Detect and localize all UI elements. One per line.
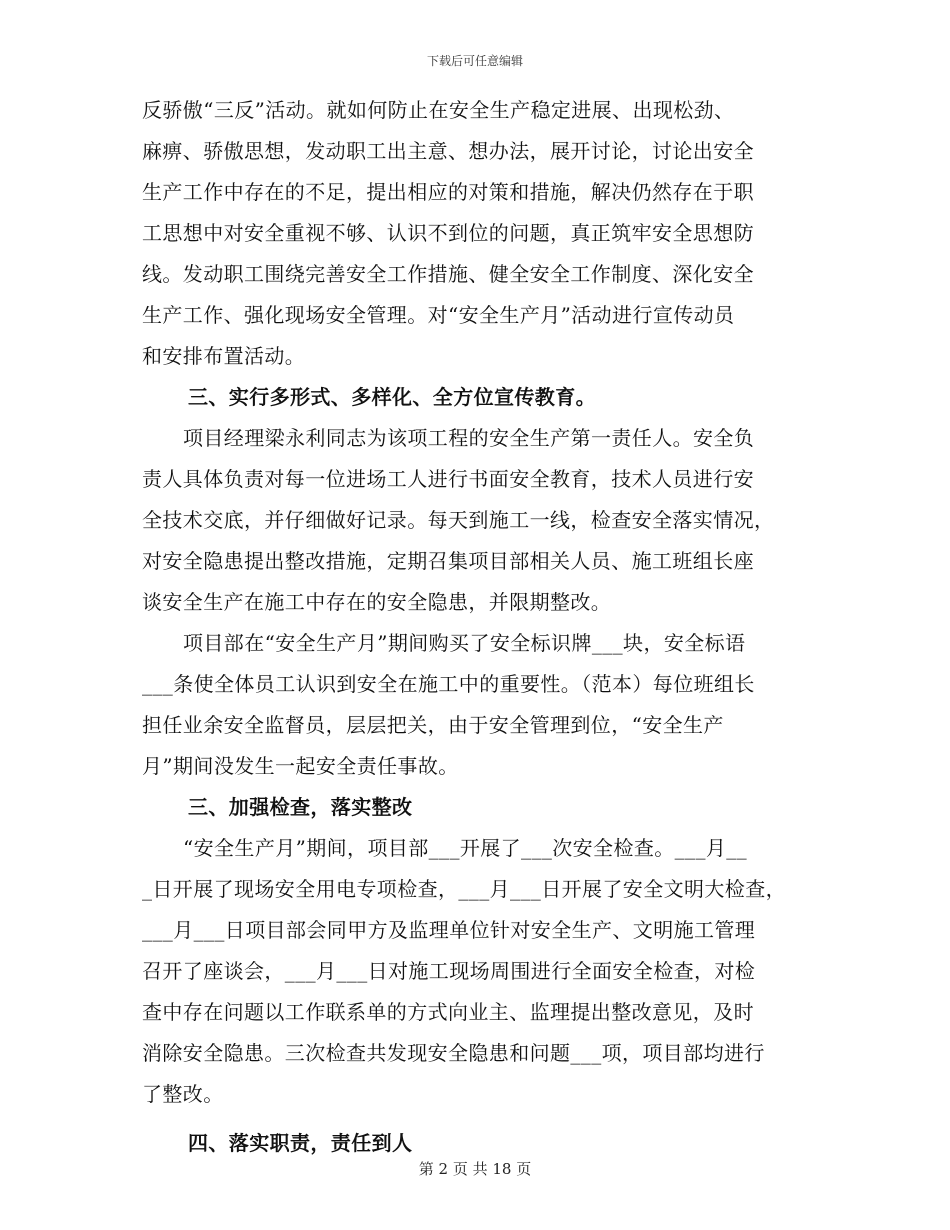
text-line: 对安全隐患提出整改措施，定期召集项目部相关人员、施工班组长座 [142, 549, 754, 573]
page-number-footer: 第 2 页 共 18 页 [418, 1160, 532, 1178]
text-line: 查中存在问题以工作联系单的方式向业主、监理提出整改意见，及时 [142, 1000, 754, 1024]
text-line: 月”期间没发生一起安全责任事故。 [142, 754, 459, 778]
text-line: 谈安全生产在施工中存在的安全隐患，并限期整改。 [142, 590, 612, 614]
text-line: _日开展了现场安全用电专项检查，___月___日开展了安全文明大检查， [142, 877, 786, 901]
text-line: 了整改。 [142, 1082, 224, 1106]
text-line: 项目经理梁永利同志为该项工程的安全生产第一责任人。安全负 [183, 426, 755, 450]
section-heading-duties: 四、落实职责，责任到人 [188, 1131, 413, 1155]
section-heading-publicity: 三、实行多形式、多样化、全方位宣传教育。 [188, 385, 596, 409]
text-line: 工思想中对安全重视不够、认识不到位的问题，真正筑牢安全思想防 [142, 221, 754, 245]
text-line: 线。发动职工围绕完善安全工作措施、健全安全工作制度、深化安全 [142, 262, 754, 286]
text-line: 项目部在“安全生产月”期间购买了安全标识牌___块，安全标语 [183, 631, 746, 655]
document-body [142, 90, 812, 1164]
paragraph-signage [142, 623, 812, 787]
text-line: 全技术交底，并仔细做好记录。每天到施工一线，检查安全落实情况， [142, 508, 775, 532]
text-line: 消除安全隐患。三次检查共发现安全隐患和问题___项，项目部均进行 [142, 1041, 765, 1065]
section-heading-inspection: 三、加强检查，落实整改 [188, 795, 413, 819]
text-line: ___月___日项目部会同甲方及监理单位针对安全生产、文明施工管理 [142, 918, 756, 942]
text-line: 生产工作中存在的不足，提出相应的对策和措施，解决仍然存在于职 [142, 180, 754, 204]
text-line: 麻痹、骄傲思想，发动职工出主意、想办法，展开讨论，讨论出安全 [142, 139, 754, 163]
text-line: 和安排布置活动。 [142, 344, 306, 368]
page-header: 下载后可任意编辑 [426, 54, 523, 68]
paragraph-anti-arrogance [142, 90, 812, 377]
text-line: “安全生产月”期间，项目部___开展了___次安全检查。___月__ [183, 836, 748, 860]
text-line: 反骄傲“三反”活动。就如何防止在安全生产稳定进展、出现松劲、 [142, 98, 735, 122]
text-line: 召开了座谈会，___月___日对施工现场周围进行全面安全检查，对检 [142, 959, 756, 983]
text-line: 生产工作、强化现场安全管理。对“安全生产月”活动进行宣传动员 [142, 303, 735, 327]
text-line: 责人具体负责对每一位进场工人进行书面安全教育，技术人员进行安 [142, 467, 754, 491]
paragraph-responsibility [142, 418, 812, 623]
text-line: 担任业余安全监督员，层层把关，由于安全管理到位，“安全生产 [142, 713, 724, 737]
text-line: ___条使全体员工认识到安全在施工中的重要性。（范本）每位班组长 [142, 672, 755, 696]
paragraph-inspections [142, 828, 812, 1115]
